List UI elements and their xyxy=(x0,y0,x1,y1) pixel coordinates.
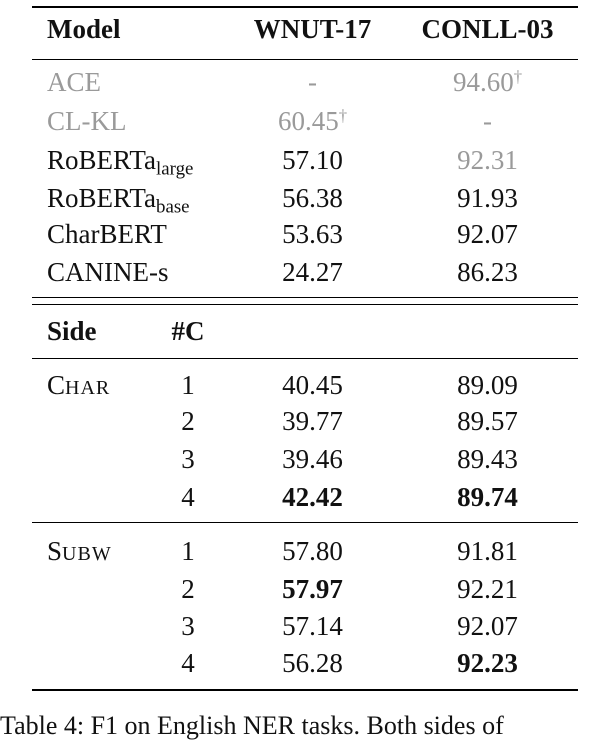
double-rule-lower xyxy=(32,304,578,305)
table-row xyxy=(0,645,610,681)
conll-value-best: 89.74 xyxy=(457,482,518,512)
table-row xyxy=(0,142,610,178)
header-conll: CONLL-03 xyxy=(421,14,554,44)
header-count: #C xyxy=(171,316,205,346)
wnut-value: 56.28 xyxy=(282,648,343,678)
count-value: 1 xyxy=(181,536,195,566)
table-row xyxy=(0,571,610,607)
table-row xyxy=(0,103,610,139)
model-name: CharBERT xyxy=(47,219,167,249)
wnut-value-best: 57.97 xyxy=(282,574,343,604)
subheader-row xyxy=(0,313,610,349)
model-name: ACE xyxy=(47,67,101,97)
count-value: 4 xyxy=(181,482,195,512)
dagger-mark: † xyxy=(338,105,348,125)
model-name: RoBERTa$_{large}$ xyxy=(47,145,194,180)
header-rule xyxy=(32,59,578,60)
count-value: 3 xyxy=(181,611,195,641)
wnut-value-best: 42.42 xyxy=(282,482,343,512)
table-row xyxy=(0,367,610,403)
model-name: CANINE-s xyxy=(47,257,169,287)
wnut-value: 24.27 xyxy=(282,257,343,287)
table-row xyxy=(0,479,610,515)
conll-value-best: 92.23 xyxy=(457,648,518,678)
wnut-value: 57.10 xyxy=(282,145,343,175)
conll-value: 89.43 xyxy=(457,444,518,474)
model-subscript: base xyxy=(156,196,190,218)
conll-value: 91.81 xyxy=(457,536,518,566)
conll-value: 89.09 xyxy=(457,370,518,400)
wnut-value: 60.45† xyxy=(277,105,348,136)
table-row xyxy=(0,533,610,569)
conll-value: 91.93 xyxy=(457,183,518,213)
table-caption: Table 4: F1 on English NER tasks. Both sides of xyxy=(0,711,504,740)
conll-value: 92.07 xyxy=(457,219,518,249)
double-rule-upper xyxy=(32,297,578,298)
model-name: CL-KL xyxy=(47,106,127,136)
wnut-value: 56.38 xyxy=(282,183,343,213)
bottom-rule xyxy=(32,689,578,691)
wnut-value: - xyxy=(308,67,317,97)
conll-value: 86.23 xyxy=(457,257,518,287)
group-separator-rule xyxy=(32,522,578,523)
conll-value: 94.60† xyxy=(452,66,523,97)
table-row xyxy=(0,403,610,439)
subheader-rule xyxy=(32,358,578,359)
wnut-value: 53.63 xyxy=(282,219,343,249)
wnut-value: 57.14 xyxy=(282,611,343,641)
table-header-row xyxy=(0,11,610,47)
table-row xyxy=(0,608,610,644)
header-wnut: WNUT-17 xyxy=(253,14,372,44)
count-value: 1 xyxy=(181,370,195,400)
count-value: 3 xyxy=(181,444,195,474)
table-row xyxy=(0,180,610,216)
conll-value: 92.07 xyxy=(457,611,518,641)
wnut-value: 39.77 xyxy=(282,406,343,436)
top-rule xyxy=(32,6,578,8)
table-row xyxy=(0,441,610,477)
count-value: 2 xyxy=(181,574,195,604)
count-value: 2 xyxy=(181,406,195,436)
model-name: RoBERTa$_{base}$ xyxy=(47,183,190,218)
side-label-subw: SUBW xyxy=(47,536,112,566)
wnut-value: 40.45 xyxy=(282,370,343,400)
table-row xyxy=(0,254,610,290)
wnut-value: 39.46 xyxy=(282,444,343,474)
dagger-mark: † xyxy=(513,66,523,86)
table-row xyxy=(0,216,610,252)
header-model: Model xyxy=(47,14,121,44)
side-label-char: CHAR xyxy=(47,370,111,400)
header-side: Side xyxy=(47,316,97,346)
model-subscript: large xyxy=(156,158,194,180)
conll-value: - xyxy=(483,106,492,136)
conll-value: 89.57 xyxy=(457,406,518,436)
wnut-value: 57.80 xyxy=(282,536,343,566)
conll-value: 92.31 xyxy=(457,145,518,175)
conll-value: 92.21 xyxy=(457,574,518,604)
count-value: 4 xyxy=(181,648,195,678)
table-row xyxy=(0,64,610,100)
